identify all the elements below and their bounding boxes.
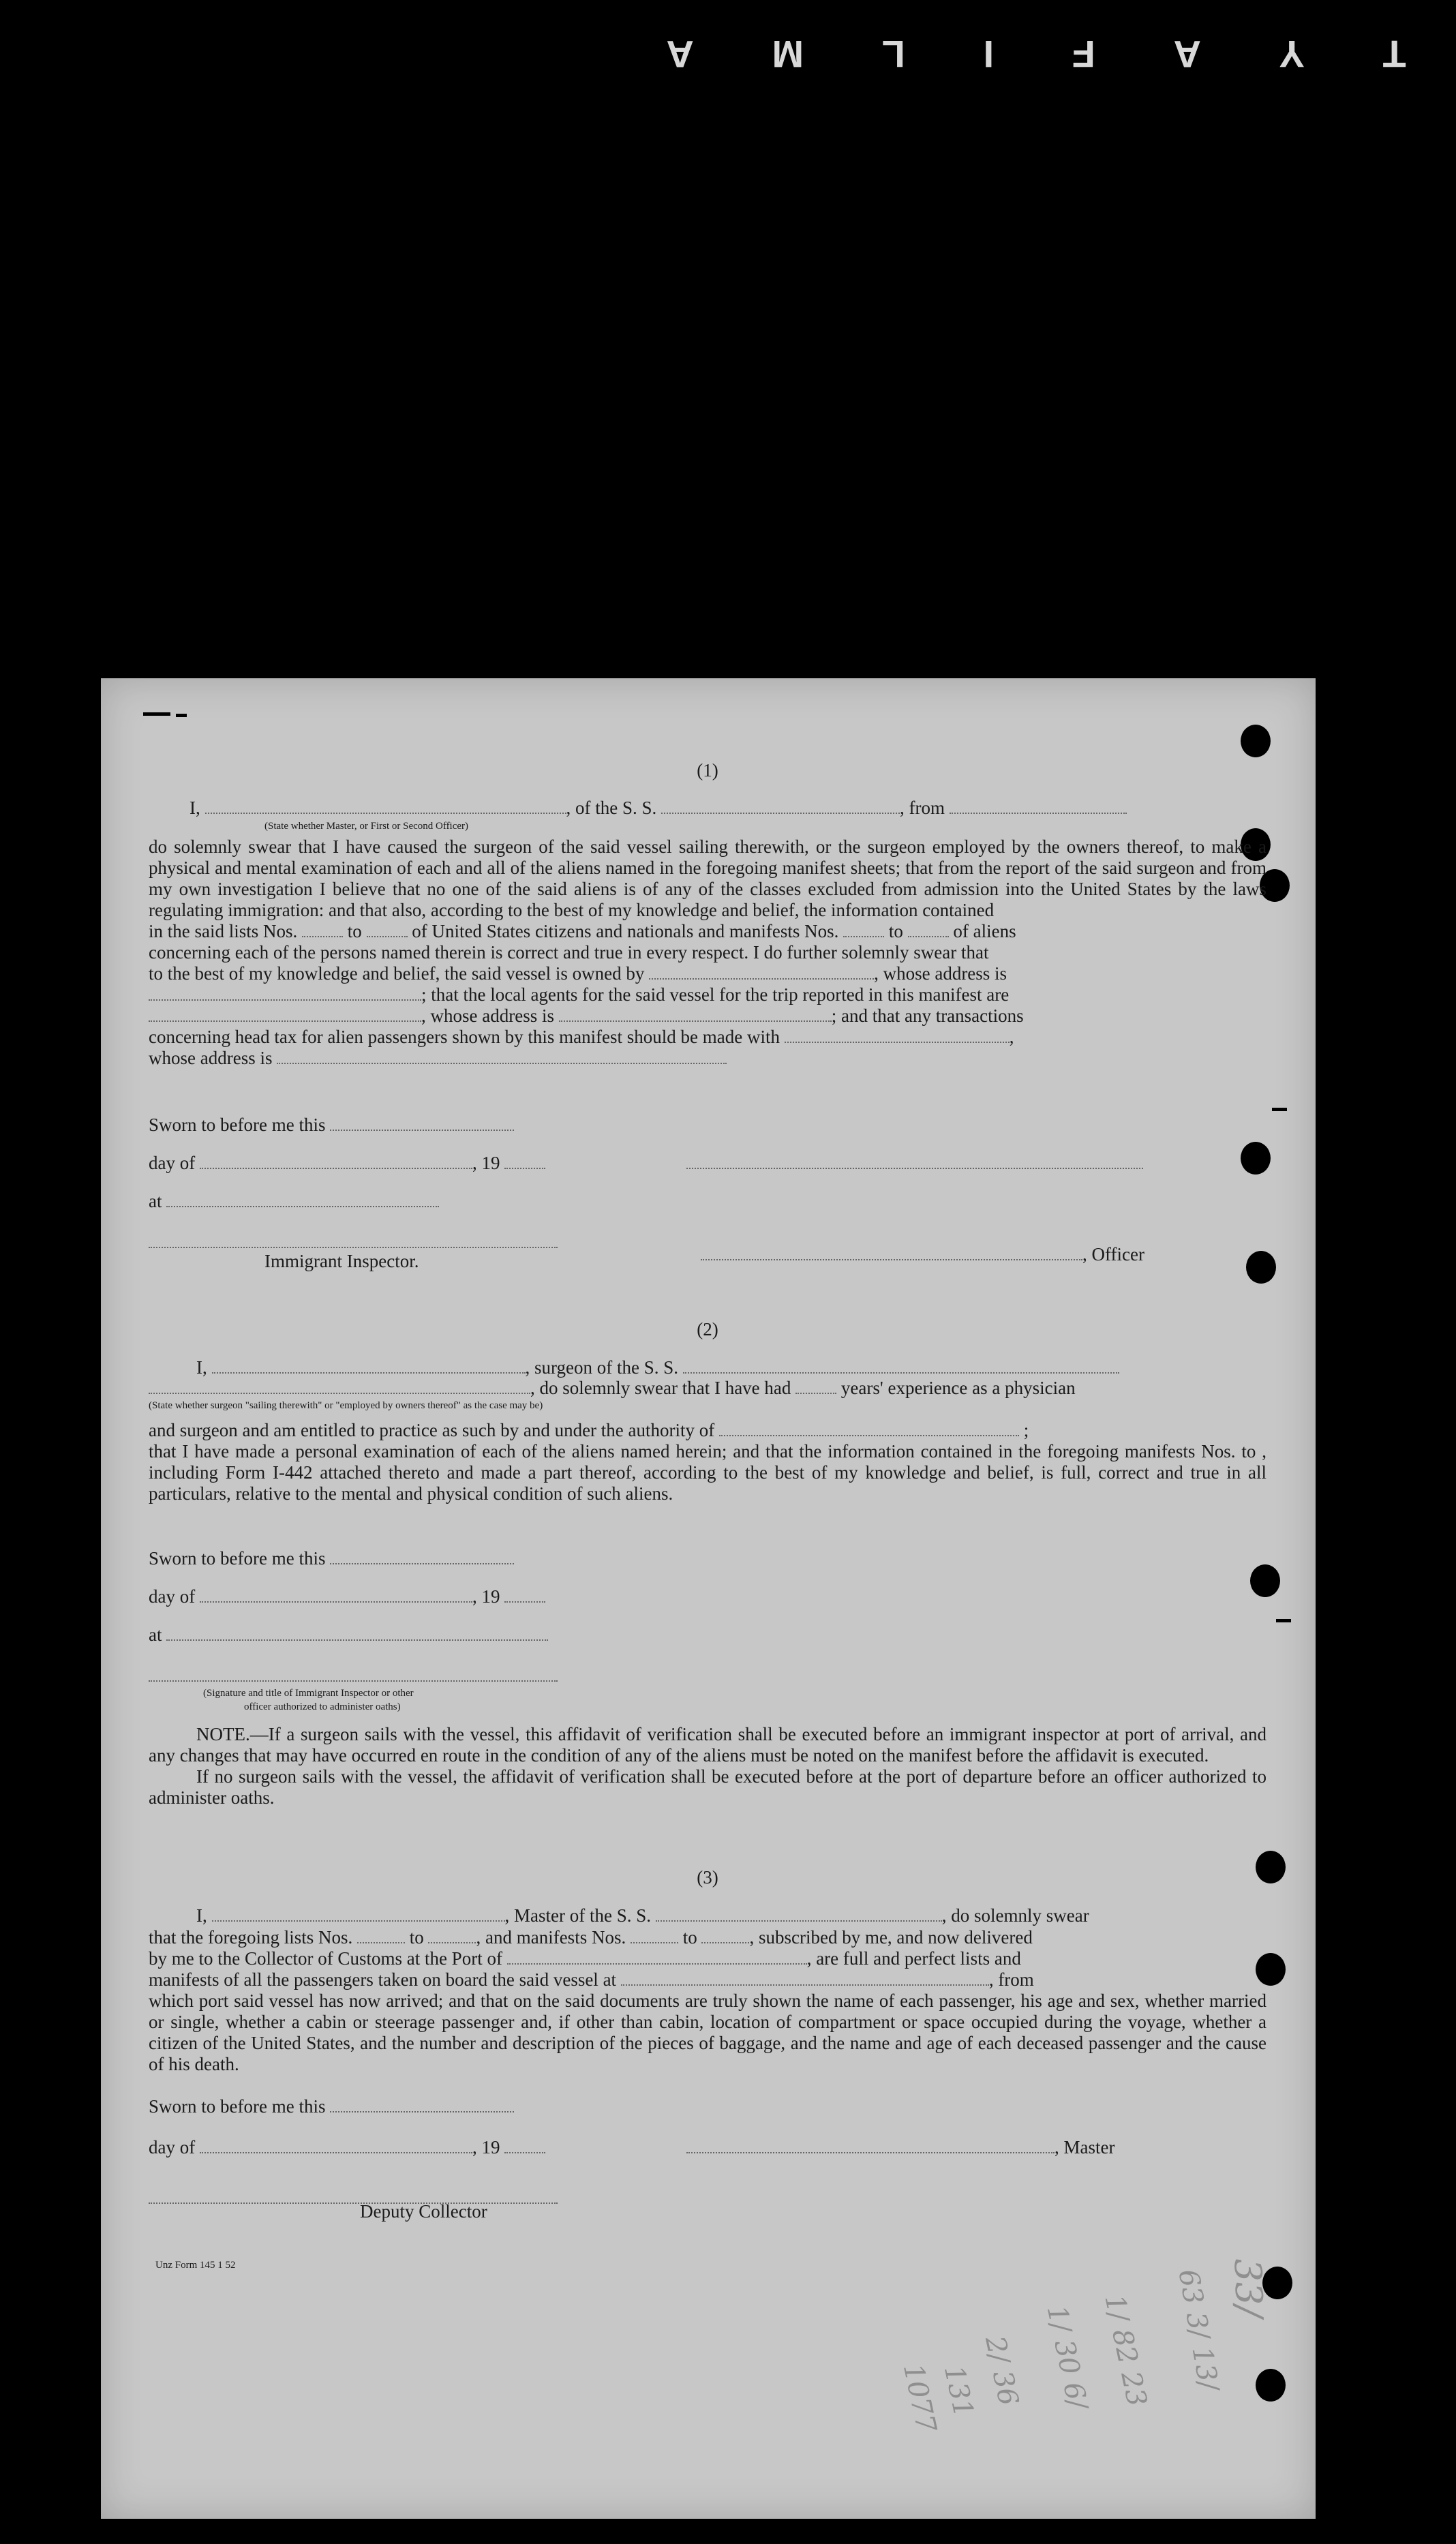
text: , 19 (472, 1586, 500, 1607)
oath-paragraph: which port said vessel has now arrived; and that on the said documents are truly shown the name of each passenger, his age and sex, whether married or single, whether a cabin or steerage passenger and, if other than cabin, location of compartment or space occupied during the voyage, whether a citizen of the United States, and the number and description of the pieces of baggage, and the name and age of each deceased passenger and the cause of his death. (149, 1990, 1267, 2074)
text: Immigrant Inspector. (264, 1251, 419, 1271)
film-letter: M (772, 33, 804, 76)
film-letter: A (1173, 33, 1201, 76)
text: , whose address is (874, 963, 1007, 984)
officer-signature-field[interactable] (701, 1258, 1082, 1260)
manifest-from-field[interactable] (631, 1941, 678, 1943)
note-paragraph: If no surgeon sails with the vessel, the affidavit of verification shall be executed before at the port of departure before an officer authorized to administer oaths. (149, 1766, 1267, 1808)
signature-field[interactable] (686, 1167, 1143, 1169)
text: I, (196, 1905, 207, 1926)
text-of-ss: , of the S. S. (566, 798, 657, 818)
years-field[interactable] (795, 1392, 836, 1394)
text: , subscribed by me, and now delivered (749, 1927, 1033, 1948)
film-letter: T (1382, 33, 1406, 76)
day-field[interactable] (200, 2151, 472, 2153)
vessel-field[interactable] (683, 1372, 1119, 1374)
handwritten-note: 1/ 82 23 (1098, 2291, 1153, 2410)
text: to (682, 1927, 697, 1948)
text: , do solemnly swear that I have had (530, 1378, 791, 1398)
signature-field[interactable] (149, 1680, 558, 1682)
film-letter: F (1072, 33, 1095, 76)
text: to the best of my knowledge and belief, the said vessel is owned by (149, 963, 645, 984)
text-i: I, (189, 798, 200, 818)
text: ; (1023, 1420, 1029, 1440)
sworn-date-field[interactable] (330, 1562, 514, 1564)
film-letter: I (983, 33, 995, 76)
text: , Master of the S. S. (504, 1905, 651, 1926)
sworn-date-field[interactable] (330, 1129, 514, 1131)
film-letter: Y (1279, 33, 1305, 76)
from-field[interactable] (950, 812, 1127, 814)
text: , 19 (472, 1153, 500, 1173)
mark (176, 714, 187, 717)
list-to-field[interactable] (428, 1941, 476, 1943)
state-note: (State whether surgeon "sailing therewith" or "employed by owners thereof" as the case may be) (149, 1400, 543, 1411)
text: ; and that any transactions (831, 1005, 1024, 1026)
vessel-field[interactable] (656, 1920, 942, 1922)
head-tax-field[interactable] (785, 1041, 1010, 1043)
punch-hole (1256, 2369, 1286, 2402)
handwritten-note: 131 (937, 2362, 980, 2421)
text: at (149, 1624, 162, 1645)
handwritten-note: 1/ 30 6/ (1040, 2302, 1093, 2412)
handwritten-note: 63 3/ 13/ (1172, 2267, 1225, 2393)
text: of aliens (953, 921, 1016, 941)
section-number: (2) (697, 1319, 718, 1339)
text-from: , from (900, 798, 945, 818)
text: Sworn to before me this (149, 2096, 326, 2117)
master-name-field[interactable] (212, 1920, 505, 1922)
text: Sworn to before me this (149, 1115, 326, 1135)
text: in the said lists Nos. (149, 921, 298, 941)
text: , surgeon of the S. S. (525, 1357, 679, 1378)
place-field[interactable] (166, 1639, 548, 1641)
text: to (347, 921, 362, 941)
manifest-from-field[interactable] (843, 935, 884, 937)
text: that the foregoing lists Nos. (149, 1927, 353, 1948)
handwritten-note: 1077 (896, 2361, 942, 2436)
handwritten-note: 33/ (1226, 2257, 1271, 2319)
text: , Master (1054, 2137, 1115, 2157)
text: Sworn to before me this (149, 1548, 326, 1569)
text: , (1009, 1027, 1014, 1047)
section-number: (1) (697, 760, 718, 781)
officer-field[interactable] (205, 812, 566, 814)
handwritten-note: 2/ 36 (979, 2333, 1025, 2408)
year-field[interactable] (504, 1601, 545, 1603)
text: years' experience as a physician (840, 1378, 1076, 1398)
list-to-field[interactable] (367, 935, 408, 937)
text: concerning head tax for alien passengers shown by this manifest should be made with (149, 1027, 780, 1047)
mark (1272, 1108, 1287, 1111)
state-note: (State whether Master, or First or Second Officer) (264, 821, 469, 832)
text: , whose address is (421, 1005, 554, 1026)
text: day of (149, 2137, 196, 2157)
text: , from (988, 1969, 1034, 1990)
master-signature-field[interactable] (686, 2151, 1055, 2153)
place-field[interactable] (166, 1205, 439, 1207)
text: to (409, 1927, 424, 1948)
punch-hole (1241, 725, 1271, 757)
head-tax-address-field[interactable] (277, 1062, 727, 1064)
oath-paragraph: concerning each of the persons named therein is correct and true in every respect. I do further solemnly swear that (149, 942, 989, 963)
sig-note: (Signature and title of Immigrant Inspector or other (203, 1688, 414, 1699)
agents-field[interactable] (149, 1020, 421, 1022)
text: whose address is (149, 1048, 273, 1068)
authority-field[interactable] (719, 1434, 1019, 1436)
text: , 19 (472, 2137, 500, 2157)
port-field[interactable] (507, 1963, 807, 1965)
film-letter: L (881, 33, 905, 76)
text: at (149, 1191, 162, 1211)
manifest-to-field[interactable] (908, 935, 949, 937)
manifest-to-field[interactable] (701, 1941, 749, 1943)
text: and surgeon and am entitled to practice as such by and under the authority of (149, 1420, 715, 1440)
owner-address-field[interactable] (149, 999, 421, 1001)
section-number: (3) (697, 1867, 718, 1888)
embark-port-field[interactable] (621, 1984, 989, 1986)
manifest-page (101, 678, 1316, 2519)
film-letter: A (666, 33, 694, 76)
list-from-field[interactable] (302, 935, 343, 937)
text: day of (149, 1586, 196, 1607)
year-field[interactable] (504, 2151, 545, 2153)
text: , are full and perfect lists and (806, 1948, 1021, 1969)
agents-address-field[interactable] (559, 1020, 832, 1022)
mark (1276, 1619, 1291, 1622)
note-paragraph: NOTE.—If a surgeon sails with the vessel, this affidavit of verification shall be executed before an immigrant inspector at port of arrival, and any changes that may have occurred en route in the condition of any of the aliens must be noted on the manifest before the affidavit is executed. (149, 1724, 1267, 1766)
vessel-field[interactable] (661, 812, 900, 814)
mark (143, 712, 170, 716)
text: , do solemnly swear (941, 1905, 1089, 1926)
text: by me to the Collector of Customs at the Port of (149, 1948, 502, 1969)
text: Deputy Collector (360, 2201, 487, 2222)
owner-field[interactable] (649, 978, 874, 980)
text: to (888, 921, 903, 941)
surgeon-name-field[interactable] (212, 1372, 526, 1374)
sworn-date-field[interactable] (330, 2110, 514, 2113)
day-field[interactable] (200, 1601, 472, 1603)
text: ; that the local agents for the said vessel for the trip reported in this manifest are (421, 984, 1010, 1005)
text: I, (196, 1357, 207, 1378)
year-field[interactable] (504, 1167, 545, 1169)
day-field[interactable] (200, 1167, 472, 1169)
list-from-field[interactable] (357, 1941, 405, 1943)
text: , and manifests Nos. (476, 1927, 626, 1948)
text: , Officer (1082, 1244, 1144, 1265)
oath-paragraph: that I have made a personal examination of each of the aliens named herein; and that the information contained in the foregoing manifests Nos. to , including Form I-442 attached thereto and made a part thereof, according to the best of my knowledge and belief, is full, correct and true in all particulars, relative to the mental and physical condition of such aliens. (149, 1441, 1267, 1504)
text: day of (149, 1153, 196, 1173)
oath-paragraph: do solemnly swear that I have caused the surgeon of the said vessel sailing therewith, or the surgeon employed by the owners thereof, to make a physical and mental examination of each and all of the aliens named in the foregoing manifest sheets; that from the report of the said surgeon and from my own investigation I believe that no one of the said aliens is of any of the classes excluded from admission into the United States by the laws regulating immigration: and that also, according to the best of my knowledge and belief, the information contained (149, 836, 1267, 920)
sig-note: officer authorized to administer oaths) (244, 1701, 401, 1712)
surgeon-status-field[interactable] (149, 1392, 530, 1394)
text: of United States citizens and nationals and manifests Nos. (412, 921, 839, 941)
text: manifests of all the passengers taken on board the said vessel at (149, 1969, 617, 1990)
film-strip-header (627, 27, 1445, 82)
form-number: Unz Form 145 1 52 (155, 2260, 236, 2271)
